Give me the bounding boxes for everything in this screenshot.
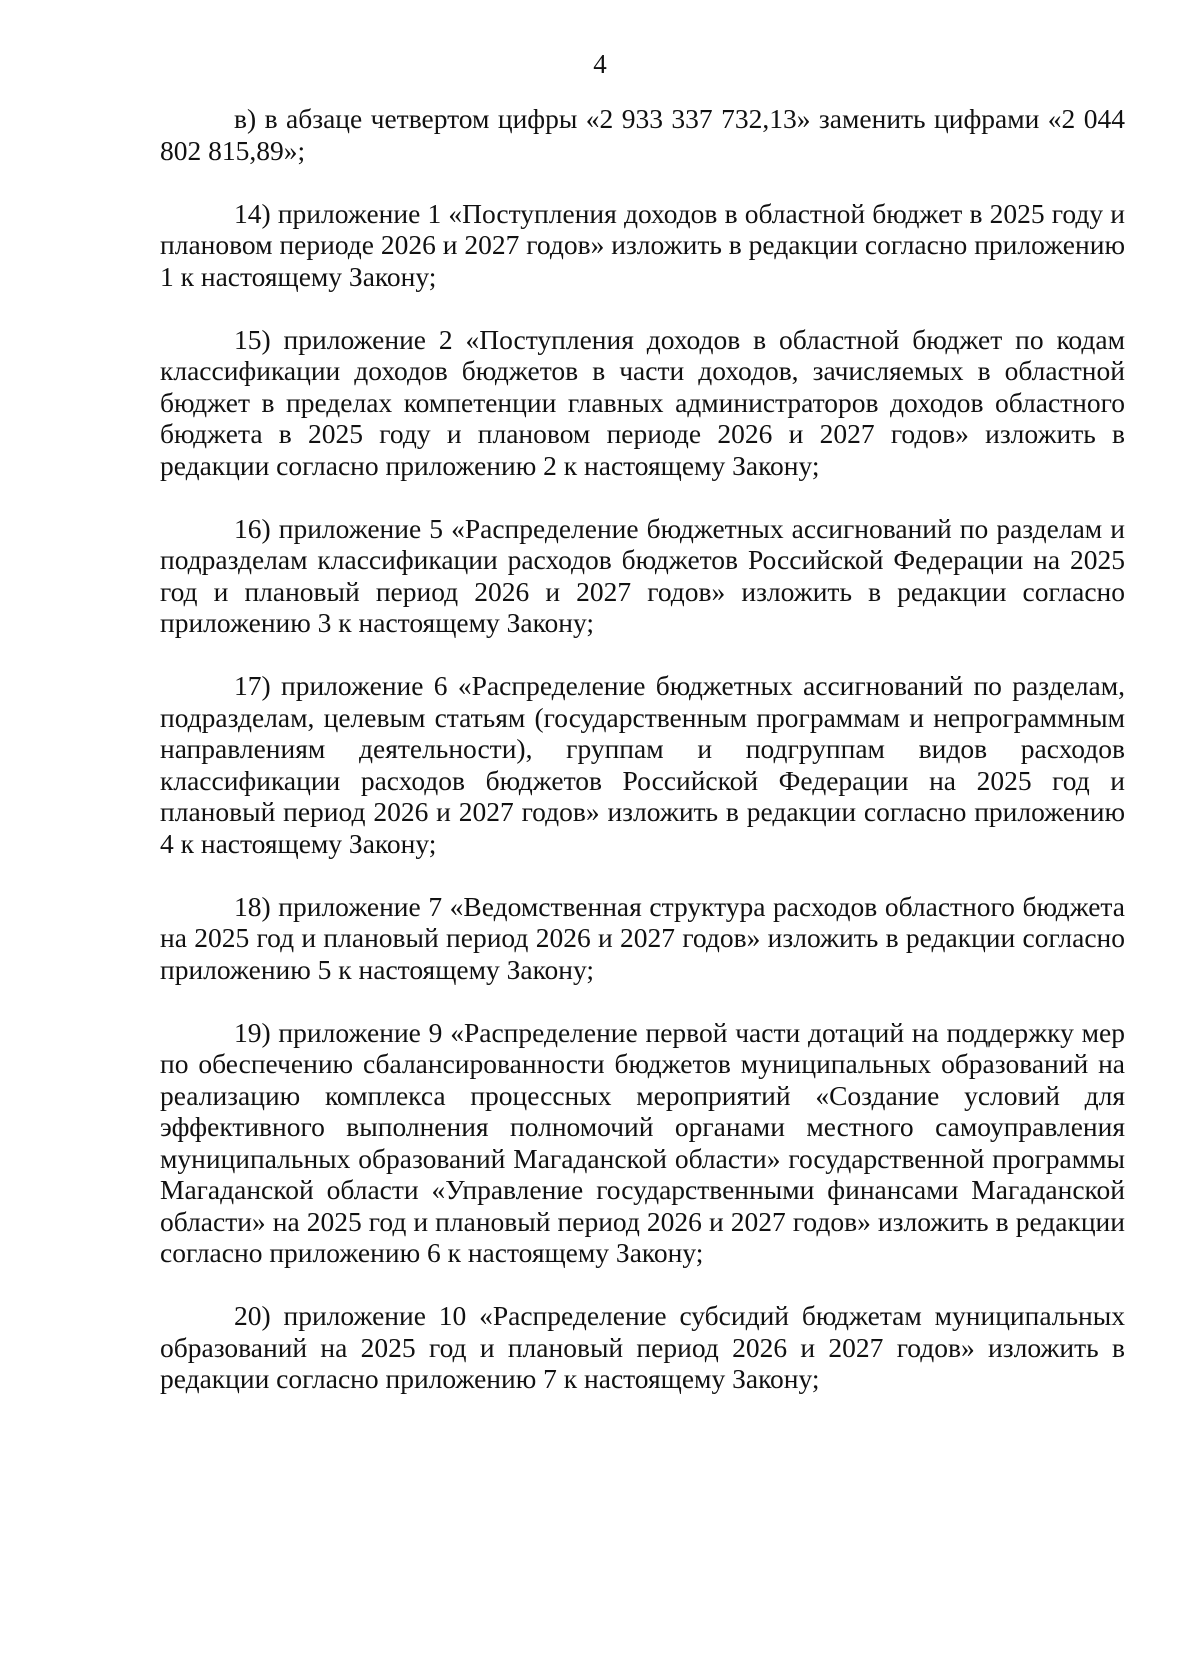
document-body: [160, 103, 1125, 1395]
page-number: 4: [593, 49, 607, 79]
paragraph-19: 19) приложение 9 «Распределение первой части дотаций на поддержку мер по обеспечению сбалансированности бюджетов муниципальных образований на реализацию комплекса процессных мероприятий «Создание условий для эффективного выполнения полномочий органами местного самоуправления муниципальных образований Магаданской области» государственной программы Магаданской области «Управление государственными финансами Магаданской области» на 2025 год и плановый период 2026 и 2027 годов» изложить в редакции согласно приложению 6 к настоящему Закону;: [160, 1016, 1125, 1268]
paragraph-16: 16) приложение 5 «Распределение бюджетных ассигнований по разделам и подразделам классификации расходов бюджетов Российской Федерации на 2025 год и плановый период 2026 и 2027 годов» изложить в редакции согласно приложению 3 к настоящему Закону;: [160, 512, 1125, 638]
paragraph-17: 17) приложение 6 «Распределение бюджетных ассигнований по разделам, подразделам, целевым статьям (государственным программам и непрограммным направлениям деятельности), группам и подгруппам видов расходов классификации расходов бюджетов Российской Федерации на 2025 год и плановый период 2026 и 2027 годов» изложить в редакции согласно приложению 4 к настоящему Закону;: [160, 670, 1125, 859]
paragraph-v: в) в абзаце четвертом цифры «2 933 337 732,13» заменить цифрами «2 044 802 815,89»;: [160, 103, 1125, 166]
paragraph-14: 14) приложение 1 «Поступления доходов в областной бюджет в 2025 году и плановом периоде 2026 и 2027 годов» изложить в редакции согласно приложению 1 к настоящему Закону;: [160, 197, 1125, 292]
paragraph-15: 15) приложение 2 «Поступления доходов в областной бюджет по кодам классификации доходов бюджетов в части доходов, зачисляемых в областной бюджет в пределах компетенции главных администраторов доходов областного бюджета в 2025 году и плановом периоде 2026 и 2027 годов» изложить в редакции согласно приложению 2 к настоящему Закону;: [160, 323, 1125, 481]
paragraph-20: 20) приложение 10 «Распределение субсидий бюджетам муниципальных образований на 2025 год и плановый период 2026 и 2027 годов» изложить в редакции согласно приложению 7 к настоящему Закону;: [160, 1300, 1125, 1394]
paragraph-18: 18) приложение 7 «Ведомственная структура расходов областного бюджета на 2025 год и плановый период 2026 и 2027 годов» изложить в редакции согласно приложению 5 к настоящему Закону;: [160, 890, 1125, 985]
